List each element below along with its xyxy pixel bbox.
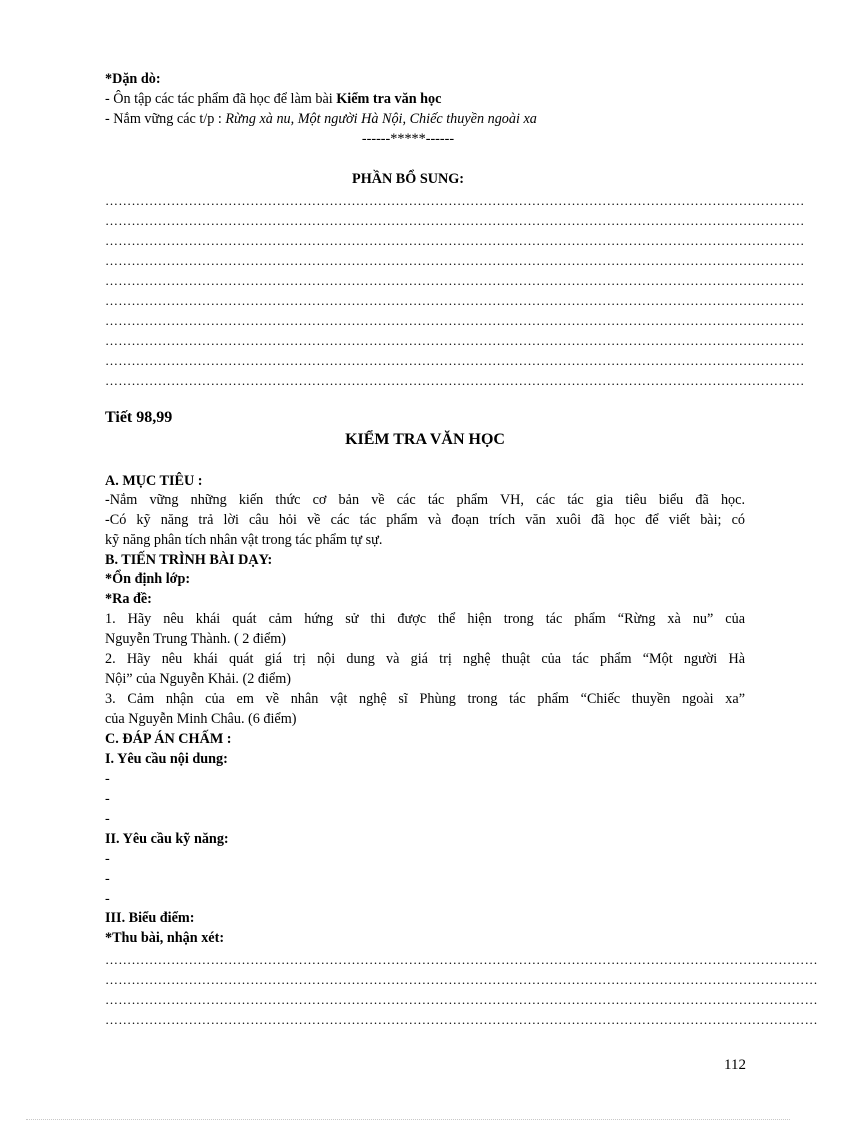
- question-1-line-1: 1. Hãy nêu khái quát cảm hứng sử thi được thể hiện trong tác phẩm “Rừng xà nu” của: [105, 611, 745, 627]
- question-2-line-2: Nội” của Nguyễn Khải. (2 điểm): [105, 671, 291, 687]
- lesson-number: Tiết 98,99: [105, 409, 173, 426]
- thu-bai-dot-line-3: ………………………………………………………………………………………………………………………………………………: [105, 992, 818, 1007]
- question-2-line-1: 2. Hãy nêu khái quát giá trị nội dung và giá trị nghệ thuật của tác phẩm “Một người Hà: [105, 651, 745, 667]
- dan-do-item-2: [105, 110, 537, 128]
- thu-bai-dot-line-4: ………………………………………………………………………………………………………………………………………………: [105, 1012, 818, 1027]
- ky-nang-dash-3: -: [105, 891, 110, 907]
- bo-sung-dot-line: ……………………………………………………………………………………………………………………………………………: [105, 253, 805, 268]
- noi-dung-dash-3: -: [105, 811, 110, 827]
- dap-an-heading: C. ĐÁP ÁN CHẤM :: [105, 731, 232, 747]
- phan-bo-sung-heading: PHẦN BỔ SUNG:: [352, 171, 464, 187]
- thu-bai-dot-line-2: ………………………………………………………………………………………………………………………………………………: [105, 972, 818, 987]
- bo-sung-dot-line: ……………………………………………………………………………………………………………………………………………: [105, 233, 805, 248]
- dan-do-item-1: [105, 90, 441, 108]
- thu-bai-dot-line-1: ………………………………………………………………………………………………………………………………………………: [105, 952, 818, 967]
- on-dinh-lop: *Ổn định lớp:: [105, 571, 191, 587]
- dan-do-item-2-text: - Nắm vững các t/p :: [105, 111, 226, 127]
- bo-sung-dot-line: ……………………………………………………………………………………………………………………………………………: [105, 193, 805, 208]
- noi-dung-dash-2: -: [105, 791, 110, 807]
- ky-nang-dash-1: -: [105, 851, 110, 867]
- bo-sung-dot-line: ……………………………………………………………………………………………………………………………………………: [105, 333, 805, 348]
- page-bottom-rule: [26, 1119, 790, 1120]
- dan-do-item-1-bold: Kiểm tra văn học: [336, 91, 442, 107]
- thu-bai-heading: *Thu bài, nhận xét:: [105, 930, 225, 946]
- bo-sung-dot-line: ……………………………………………………………………………………………………………………………………………: [105, 213, 805, 228]
- bo-sung-dot-line: ……………………………………………………………………………………………………………………………………………: [105, 373, 805, 388]
- question-3-line-1: 3. Cảm nhận của em về nhân vật nghệ sĩ Phùng trong tác phẩm “Chiếc thuyền ngoài xa”: [105, 691, 745, 707]
- tien-trinh-heading: B. TIẾN TRÌNH BÀI DẠY:: [105, 552, 273, 568]
- question-3-line-2: của Nguyễn Minh Châu. (6 điểm): [105, 711, 297, 727]
- yeu-cau-ky-nang: II. Yêu cầu kỹ năng:: [105, 831, 229, 847]
- muc-tieu-line-1: -Nắm vững những kiến thức cơ bản về các tác phẩm VH, các tác gia tiêu biểu đã học.: [105, 492, 745, 508]
- muc-tieu-line-2: -Có kỹ năng trả lời câu hỏi về các tác phẩm và đoạn trích văn xuôi đã học để viết bài; có: [105, 512, 745, 528]
- bo-sung-dot-line: ……………………………………………………………………………………………………………………………………………: [105, 313, 805, 328]
- dan-do-item-1-text: - Ôn tập các tác phẩm đã học để làm bài: [105, 91, 337, 107]
- ra-de-heading: *Ra đề:: [105, 591, 152, 607]
- lesson-title: KIỂM TRA VĂN HỌC: [345, 431, 505, 448]
- page-number: 112: [724, 1057, 746, 1073]
- dan-do-item-2-italic: Rừng xà nu, Một người Hà Nội, Chiếc thuyền ngoài xa: [225, 111, 537, 127]
- dan-do-heading: *Dặn dò:: [105, 71, 161, 87]
- muc-tieu-heading: A. MỤC TIÊU :: [105, 473, 203, 489]
- ky-nang-dash-2: -: [105, 871, 110, 887]
- yeu-cau-noi-dung: I. Yêu cầu nội dung:: [105, 751, 228, 767]
- divider: ------*****------: [361, 131, 455, 147]
- bo-sung-dot-line: ……………………………………………………………………………………………………………………………………………: [105, 273, 805, 288]
- noi-dung-dash-1: -: [105, 771, 110, 787]
- question-1-line-2: Nguyễn Trung Thành. ( 2 điểm): [105, 631, 287, 647]
- bieu-diem-heading: III. Biểu điểm:: [105, 910, 195, 926]
- muc-tieu-line-3: kỹ năng phân tích nhân vật trong tác phẩm tự sự.: [105, 532, 383, 548]
- bo-sung-dot-line: ……………………………………………………………………………………………………………………………………………: [105, 293, 805, 308]
- bo-sung-dot-line: ……………………………………………………………………………………………………………………………………………: [105, 353, 805, 368]
